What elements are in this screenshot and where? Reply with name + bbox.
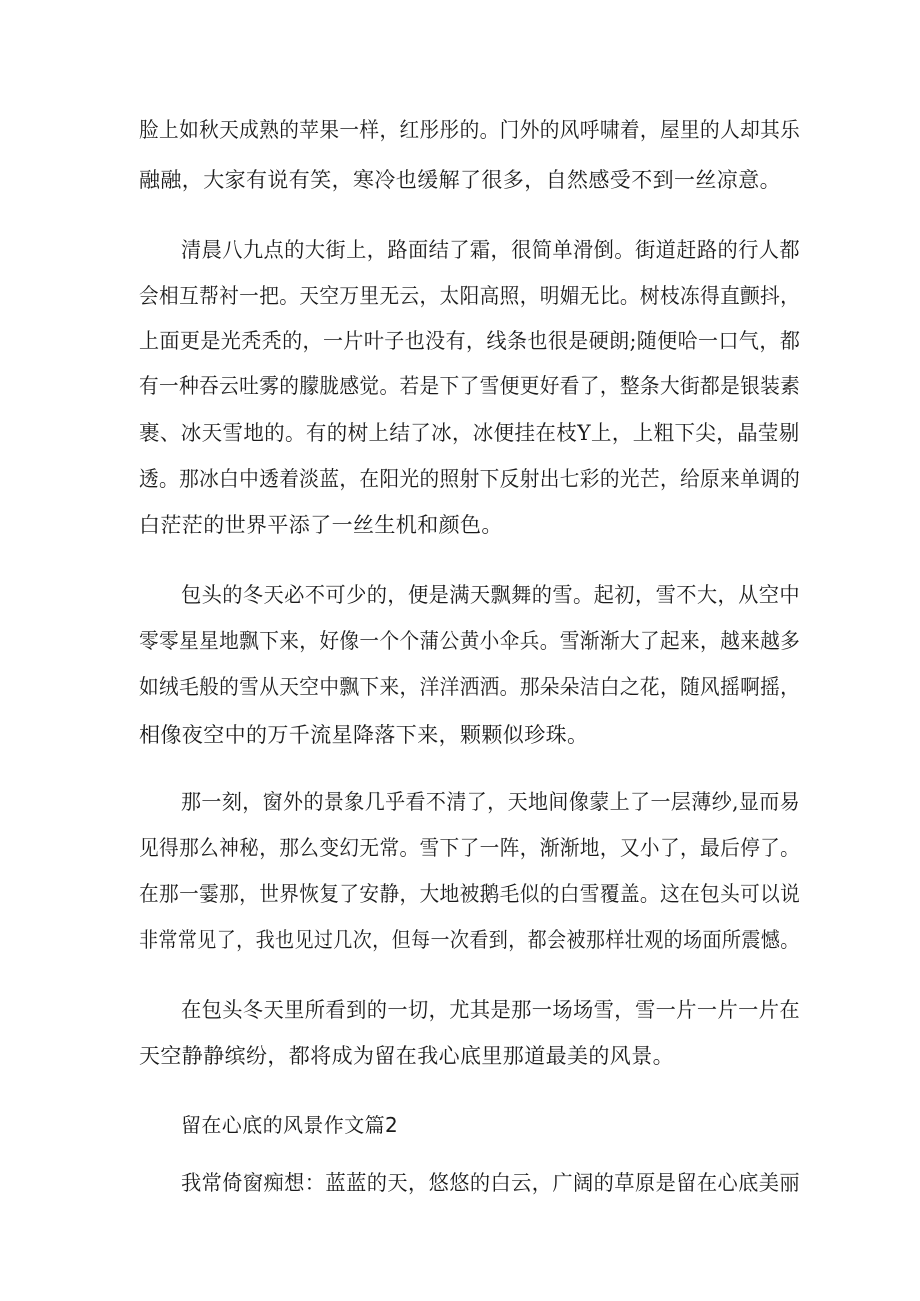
text-line: 零零星星地飘下来，好像一个个蒲公黄小伞兵。雪渐渐大了起来，越来越多	[139, 629, 801, 653]
text-line: 白茫茫的世界平添了一丝生机和颜色。	[139, 513, 503, 537]
text-line: 在那一霎那，世界恢复了安静，大地被鹅毛似的白雪覆盖。这在包头可以说	[139, 882, 801, 906]
text-line: 有一种吞云吐雾的朦胧感觉。若是下了雪便更好看了，整条大街都是银装素	[139, 374, 801, 398]
text-line: 在包头冬天里所看到的一切，尤其是那一场场雪，雪一片一片一片在	[181, 998, 801, 1022]
text-line: 清晨八九点的大街上，路面结了霜，很简单滑倒。街道赶路的行人都	[181, 238, 801, 262]
text-line: 融融，大家有说有笑，寒冷也缓解了很多，自然感受不到一丝凉意。	[139, 168, 781, 192]
text-line: 非常常见了，我也见过几次，但每一次看到，都会被那样壮观的场面所震憾。	[139, 928, 800, 952]
text-line: 我常倚窗痴想：蓝蓝的天，悠悠的白云，广阔的草原是留在心底美丽	[181, 1171, 801, 1195]
text-line: 会相互帮衬一把。天空万里无云，太阳高照，明媚无比。树枝冻得直颤抖，	[139, 284, 801, 308]
text-line: 脸上如秋天成熟的苹果一样，红彤彤的。门外的风呼啸着，屋里的人却其乐	[139, 118, 801, 142]
text-line: 那一刻，窗外的景象几乎看不清了，天地间像蒙上了一层薄纱,显而易	[181, 790, 801, 814]
text-line: 包头的冬天必不可少的，便是满天飘舞的雪。起初，雪不大，从空中	[181, 583, 801, 607]
text-line: 天空静静缤纷，都将成为留在我心底里那道最美的风景。	[139, 1044, 674, 1068]
text-line: 如绒毛般的雪从天空中飘下来，洋洋洒洒。那朵朵洁白之花，随风摇啊摇，	[139, 675, 801, 699]
section-heading: 留在心底的风景作文篇2	[181, 1113, 399, 1137]
text-line: 透。那冰白中透着淡蓝，在阳光的照射下反射出七彩的光芒，给原来单调的	[139, 467, 801, 491]
text-line: 相像夜空中的万千流星降落下来，颗颗似珍珠。	[139, 723, 589, 747]
text-line: 裹、冰天雪地的。有的树上结了冰，冰便挂在枝Y上，上粗下尖，晶莹剔	[139, 421, 800, 445]
text-line: 见得那么神秘，那么变幻无常。雪下了一阵，渐渐地，又小了，最后停了。	[139, 836, 801, 860]
text-line: 上面更是光秃秃的，一片叶子也没有，线条也很是硬朗;随便哈一口气，都	[139, 329, 801, 353]
